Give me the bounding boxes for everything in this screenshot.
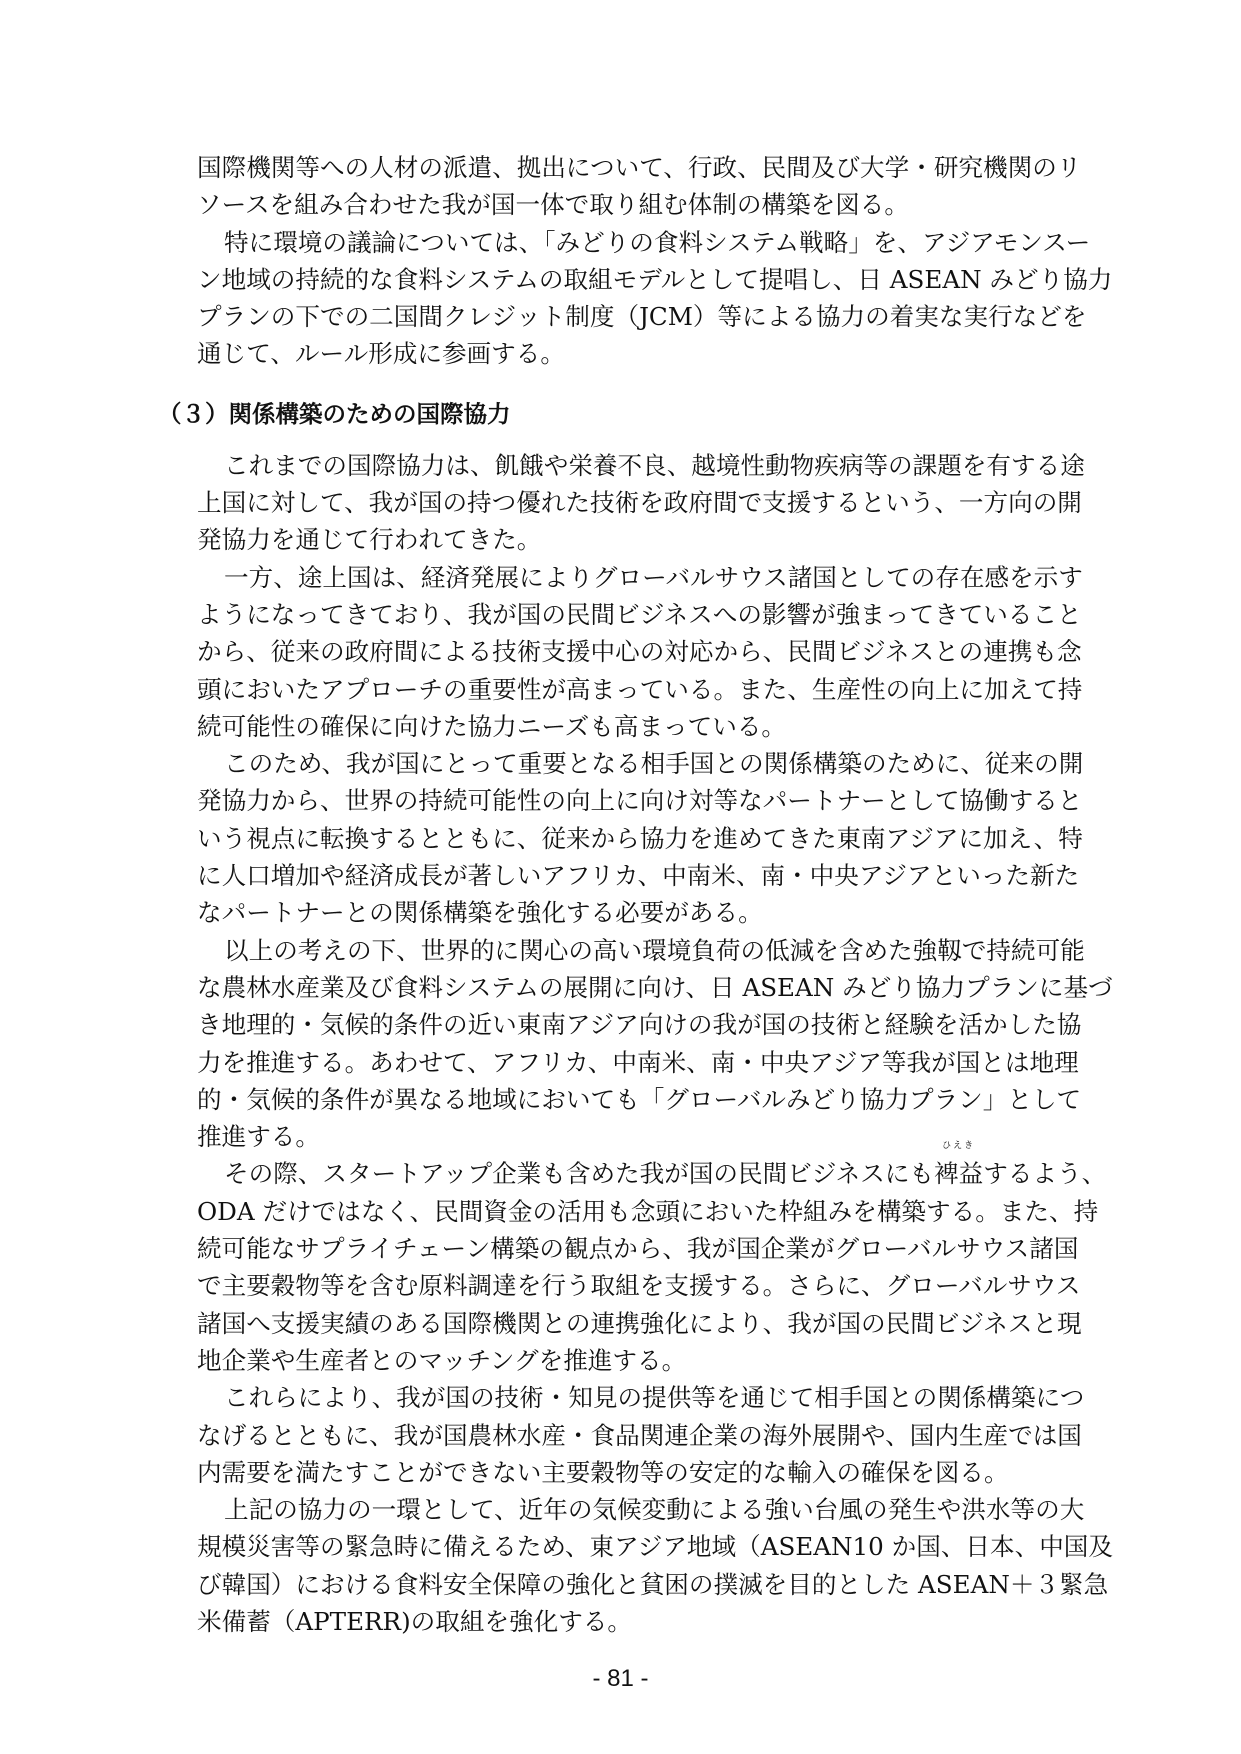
- text-line: なげるとともに、我が国農林水産・食品関連企業の海外展開や、国内生産では国: [197, 1420, 1082, 1450]
- text-segment: その際、スタートアップ企業も含めた我が国の民間ビジネスにも: [224, 1159, 935, 1189]
- text-line: ソースを組み合わせた我が国一体で取り組む体制の構築を図る。: [197, 190, 909, 220]
- text-line: き地理的・気候的条件の近い東南アジア向けの我が国の技術と経験を活かした協: [197, 1010, 1082, 1040]
- text-line: 以上の考えの下、世界的に関心の高い環境負荷の低減を含めた強靱で持続可能: [224, 935, 1085, 965]
- text-line: 推進する。: [197, 1122, 320, 1152]
- text-line: このため、我が国にとって重要となる相手国との関係構築のために、従来の開: [224, 749, 1084, 779]
- body-text: [197, 149, 1113, 1640]
- text-line: な農林水産業及び食料システムの展開に向け、日 ASEAN みどり協力プランに基づ: [197, 972, 1113, 1002]
- text-line: 続可能性の確保に向けた協力ニーズも高まっている。: [197, 711, 787, 741]
- text-line: 頭においたアプローチの重要性が高まっている。また、生産性の向上に加えて持: [197, 674, 1083, 704]
- text-line: 諸国へ支援実績のある国際機関との連携強化により、我が国の民間ビジネスと現: [197, 1308, 1082, 1338]
- text-line: これらにより、我が国の技術・知見の提供等を通じて相手国との関係構築につ: [224, 1383, 1085, 1413]
- text-line: び韓国）における食料安全保障の強化と貧困の撲滅を目的とした ASEAN＋３緊急: [197, 1569, 1109, 1599]
- text-line: ン地域の持続的な食料システムの取組モデルとして提唱し、日 ASEAN みどり協力: [197, 264, 1113, 294]
- text-line: 上記の協力の一環として、近年の気候変動による強い台風の発生や洪水等の大: [224, 1495, 1085, 1525]
- section-heading: （３）関係構築のための国際協力: [158, 400, 511, 428]
- text-line: 的・気候的条件が異なる地域においても「グローバルみどり協力プラン」として: [197, 1084, 1082, 1114]
- text-line: 規模災害等の緊急時に備えるため、東アジア地域（ASEAN10 か国、日本、中国及: [197, 1532, 1113, 1562]
- text-line: いう視点に転換するとともに、従来から協力を進めてきた東南アジアに加え、特: [197, 823, 1083, 853]
- text-line: 発協力を通じて行われてきた。: [197, 525, 542, 555]
- text-line: なパートナーとの関係構築を強化する必要がある。: [197, 898, 763, 928]
- ruby-base-text: 裨益: [934, 1159, 984, 1189]
- text-line-with-ruby: [197, 1141, 1107, 1192]
- text-line: ようになってきており、我が国の民間ビジネスへの影響が強まってきていること: [197, 599, 1082, 629]
- text-line: で主要穀物等を含む原料調達を行う取組を支援する。さらに、グローバルサウス: [197, 1271, 1081, 1301]
- text-line: ODA だけではなく、民間資金の活用も念頭においた枠組みを構築する。また、持: [197, 1196, 1099, 1226]
- text-line: 地企業や生産者とのマッチングを推進する。: [197, 1345, 687, 1375]
- text-line: 続可能なサプライチェーン構築の観点から、我が国企業がグローバルサウス諸国: [197, 1234, 1079, 1264]
- text-line: 発協力から、世界の持続可能性の向上に向け対等なパートナーとして協働すると: [197, 786, 1083, 816]
- text-line: 内需要を満たすことができない主要穀物等の安定的な輸入の確保を図る。: [197, 1457, 1009, 1487]
- text-line: 一方、途上国は、経済発展によりグローバルサウス諸国としての存在感を示す: [224, 562, 1083, 592]
- text-line: これまでの国際協力は、飢餓や栄養不良、越境性動物疾病等の課題を有する途: [224, 450, 1085, 480]
- page-number: - 81 -: [592, 1665, 649, 1692]
- text-line: 国際機関等への人材の派遣、拠出について、行政、民間及び大学・研究機関のリ: [197, 153, 1082, 182]
- text-line: から、従来の政府間による技術支援中心の対応から、民間ビジネスとの連携も念: [197, 637, 1082, 667]
- text-line: 力を推進する。あわせて、アフリカ、中南米、南・中央アジア等我が国とは地理: [197, 1047, 1079, 1077]
- text-line: 特に環境の議論については、「みどりの食料システム戦略」を、アジアモンスー: [224, 227, 1091, 257]
- text-line: プランの下での二国間クレジット制度（JCM）等による協力の着実な実行などを: [197, 302, 1087, 332]
- text-line: に人口増加や経済成長が著しいアフリカ、中南米、南・中央アジアといった新た: [197, 861, 1080, 891]
- text-segment: するよう、: [983, 1159, 1107, 1189]
- ruby-annotated-word: [934, 1141, 984, 1192]
- text-line: 通じて、ルール形成に参画する。: [197, 339, 565, 369]
- text-line: 米備蓄（APTERR)の取組を強化する。: [197, 1606, 633, 1636]
- ruby-reading: ひえき: [942, 1141, 976, 1152]
- text-line: 上国に対して、我が国の持つ優れた技術を政府間で支援するという、一方向の開: [197, 488, 1082, 518]
